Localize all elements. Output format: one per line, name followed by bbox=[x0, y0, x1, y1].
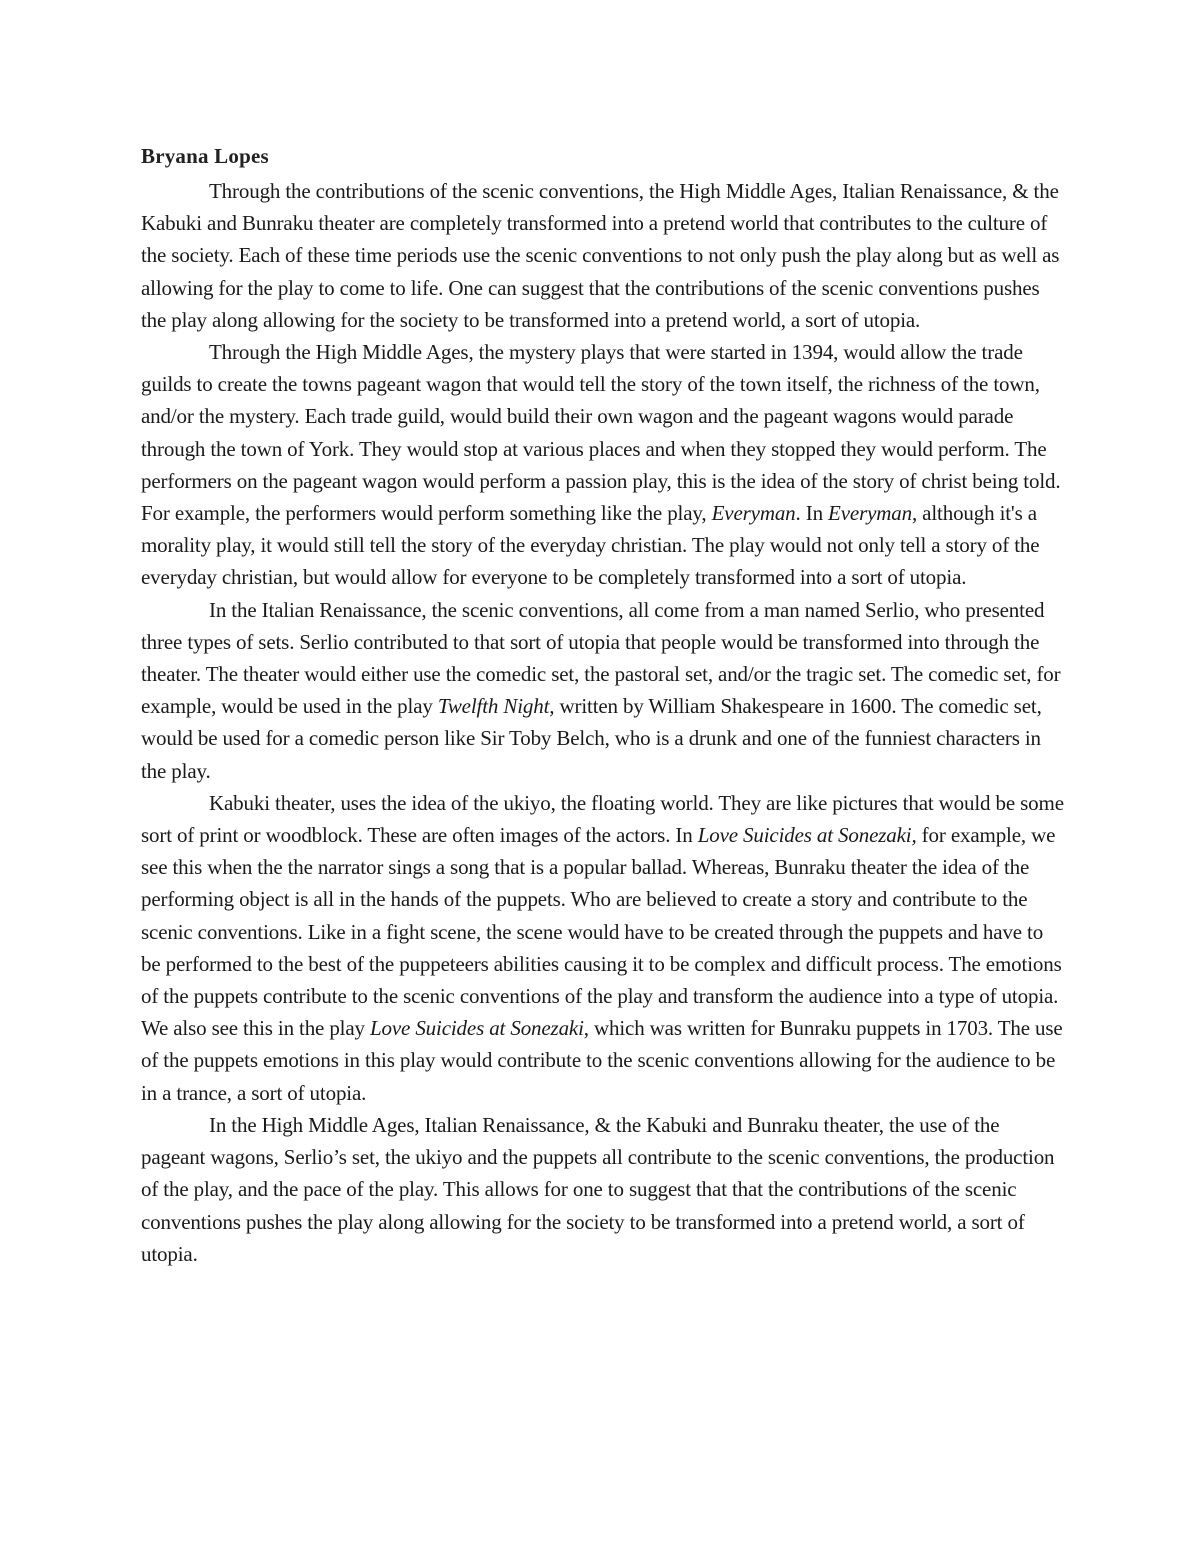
paragraph-text: Through the contributions of the scenic conventions, the High Middle Ages, Italian Renaissance, & the Kabuki and Bunraku theater are completely transformed into a pretend world that contributes to the culture of the society. Each of these time periods use the scenic conventions to not only push the play along but as well as allowing for the play to come to life. One can suggest that the contributions of the scenic conventions pushes the play along allowing for the society to be transformed into a pretend world, a sort of utopia. bbox=[141, 179, 1060, 332]
play-title: Everyman, bbox=[828, 501, 918, 526]
play-title: Twelfth Night, bbox=[437, 694, 555, 719]
paragraph-intro bbox=[141, 175, 1066, 336]
paragraph-text: , which was written for Bunraku puppets in 1703. The use of the puppets emotions in this play would contribute to the scenic conventions allowing for the audience to be in a trance, a sort of utopia. bbox=[141, 1016, 1063, 1105]
paragraph-text: Through the High Middle Ages, the mystery plays that were started in 1394, would allow the trade guilds to create the towns pageant wagon that would tell the story of the town itself, the richness of the town, and/or the mystery. Each trade guild, would build their own wagon and the pageant wagons would parade through the town of York. They would stop at various places and when they stopped they would perform. The performers on the pageant wagon would perform a passion play, this is the idea of the story of christ being told. For example, the performers would perform something like the play, bbox=[141, 340, 1061, 526]
paragraph-kabuki-bunraku bbox=[141, 787, 1066, 1109]
paragraph-italian-renaissance bbox=[141, 594, 1066, 787]
author-name: Bryana Lopes bbox=[141, 144, 269, 168]
play-title: Love Suicides at Sonezaki, bbox=[697, 823, 917, 848]
paragraph-text: . In bbox=[795, 501, 829, 526]
paragraph-text: In the High Middle Ages, Italian Renaissance, & the Kabuki and Bunraku theater, the use of the pageant wagons, Serlio’s set, the ukiyo and the puppets all contribute to the scenic conventions, the production of the play, and the pace of the play. This allows for one to suggest that that the contributions of the scenic conventions pushes the play along allowing for the society to be transformed into a pretend world, a sort of utopia. bbox=[141, 1112, 1055, 1266]
paragraph-text: written by William Shakespeare in 1600. The comedic set, would be used for a comedic person like Sir Toby Belch, who is a drunk and one of the funniest characters in the play. bbox=[141, 694, 1042, 783]
paragraph-text: In the Italian Renaissance, the scenic conventions, all come from a man named Serlio, who presented three types of sets. Serlio contributed to that sort of utopia that people would be transformed into through the theater. The theater would either use the comedic set, the pastoral set, and/or the tragic set. The comedic set, for example, would be used in the play bbox=[141, 597, 1061, 719]
paragraph-text: Kabuki theater, uses the idea of the ukiyo, the floating world. They are like pictures that would be some sort of print or woodblock. These are often images of the actors. In bbox=[141, 790, 1064, 848]
paragraph-conclusion bbox=[141, 1109, 1066, 1270]
play-title: Everyman bbox=[711, 501, 796, 526]
paragraph-text: although it's a morality play, it would still tell the story of the everyday christian. The play would not only tell a story of the everyday christian, but would allow for everyone to be completely transformed into a sort of utopia. bbox=[141, 501, 1040, 590]
play-title: Love Suicides at Sonezaki bbox=[370, 1016, 584, 1041]
document-page bbox=[141, 143, 1066, 1270]
paragraph-text: for example, we see this when the the narrator sings a song that is a popular ballad. Whereas, Bunraku theater the idea of the performing object is all in the hands of the puppets. Who are believed to create a story and contribute to the scenic conventions. Like in a fight scene, the scene would have to be created through the puppets and have to be performed to the best of the puppeteers abilities causing it to be complex and difficult process. The emotions of the puppets contribute to the scenic conventions of the play and transform the audience into a type of utopia. We also see this in the play bbox=[141, 823, 1062, 1041]
paragraph-high-middle-ages bbox=[141, 336, 1066, 594]
